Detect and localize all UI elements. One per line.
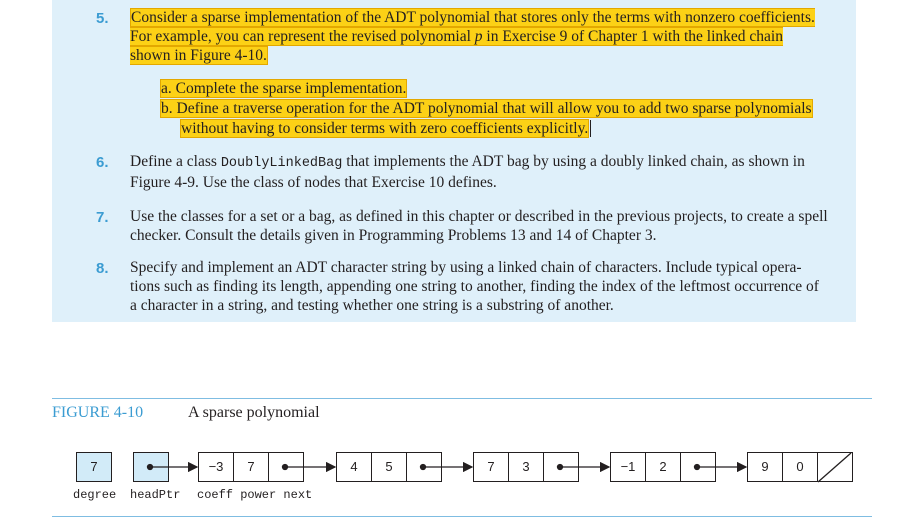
- pointer-dot: [283, 465, 288, 470]
- headptr-caption: headPtr: [130, 488, 181, 502]
- node-power: 2: [645, 452, 681, 482]
- exercise-5b-cont[interactable]: without having to consider terms with zero coefficients explicitly.: [180, 119, 880, 138]
- highlight: Consider a sparse implementation of the ADT polynomial that stores only the terms with nonzero coefficients. For example, you can represent the revised polynomial p in Exercise 9 of Chapter 1 with the linked chain shown in Figure 4-10.: [130, 9, 815, 64]
- null-slash: [818, 453, 851, 482]
- pointer-dot: [695, 465, 700, 470]
- node-coeff: −3: [198, 452, 234, 482]
- pointer-dot: [148, 465, 153, 470]
- figure-title: A sparse polynomial: [188, 404, 320, 421]
- exercise-5a[interactable]: a. Complete the sparse implementation.: [161, 80, 407, 97]
- node-coeff: −1: [610, 452, 646, 482]
- exercise-7-text: Use the classes for a set or a bag, as defined in this chapter or described in the previous projects, to create a spell checker. Consult the details given in Programming Problems 13 and 14 of Chapter 3.: [130, 208, 828, 244]
- node-coeff: 4: [336, 452, 372, 482]
- exercise-number: 7.: [96, 209, 109, 226]
- degree-caption: degree: [73, 488, 117, 502]
- exercise-6-text: Define a class DoublyLinkedBag that implements the ADT bag by using a doubly linked chain, as shown in Figure 4-9. Use the class of nodes that Exercise 10 defines.: [130, 153, 805, 191]
- fields-caption: coeff power next: [197, 488, 313, 502]
- pointer-dot: [421, 465, 426, 470]
- class-name-code: DoublyLinkedBag: [220, 156, 343, 171]
- exercise-number: 8.: [96, 260, 109, 277]
- figure-label: FIGURE 4-10: [52, 404, 144, 421]
- node-coeff: 9: [747, 452, 783, 482]
- exercise-number: 6.: [96, 154, 109, 171]
- node-power: 5: [371, 452, 407, 482]
- exercise-5b[interactable]: b. Define a traverse operation for the ADT polynomial that will allow you to add two sparse polynomials: [161, 100, 812, 117]
- node-power: 7: [233, 452, 269, 482]
- pointer-dot: [558, 465, 563, 470]
- degree-cell: 7: [76, 452, 112, 482]
- exercise-number: 5.: [96, 10, 109, 27]
- exercise-8-text: Specify and implement an ADT character string by using a linked chain of characters. Include typical opera- tions such as finding its length, appending one string to another, finding the index of the leftmost occurrence of a character in a string, and testing whether one string is a substring of another.: [130, 259, 819, 314]
- node-power: 0: [782, 452, 818, 482]
- node-power: 3: [508, 452, 544, 482]
- node-coeff: 7: [473, 452, 509, 482]
